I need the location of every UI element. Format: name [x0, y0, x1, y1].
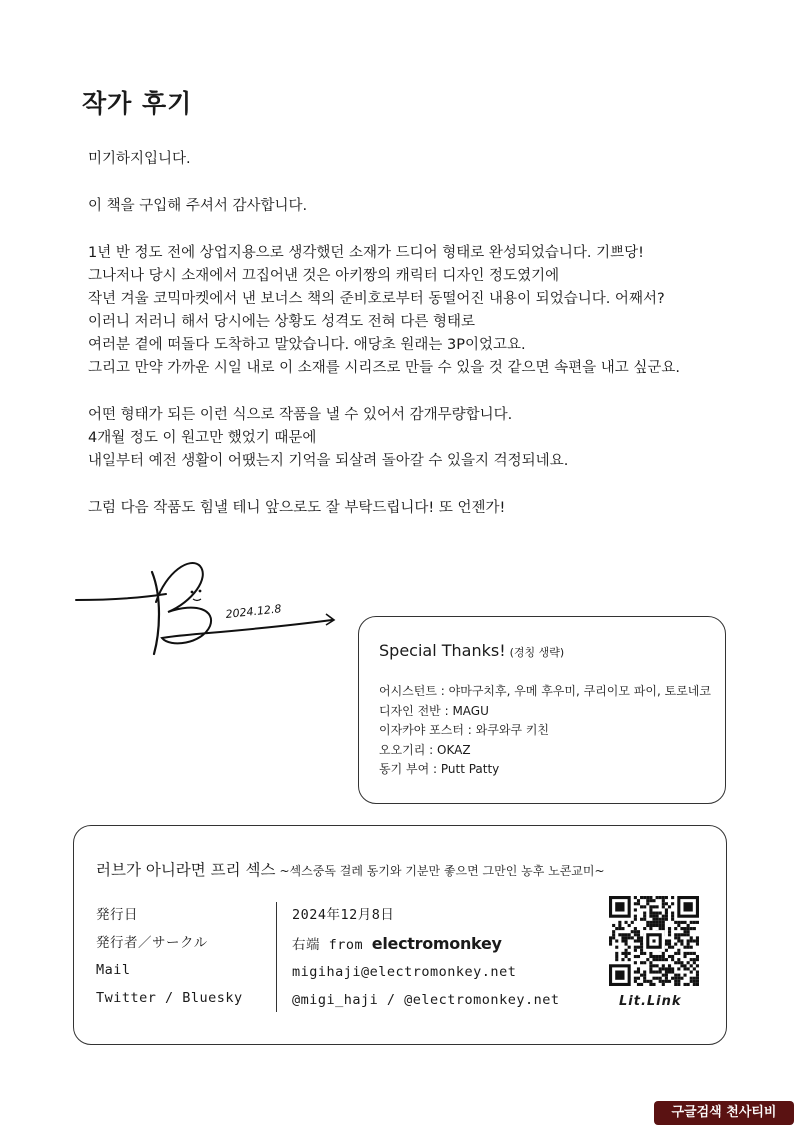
paragraph: [88, 148, 768, 171]
value-social[interactable]: @migi_haji / @electromonkey.net: [292, 991, 560, 1008]
paragraph: [88, 497, 768, 520]
text-line: 미기하지입니다.: [88, 151, 191, 167]
thanks-heading: [379, 641, 725, 660]
text-line: 어떤 형태가 되든 이런 식으로 작품을 낼 수 있어서 감개무량합니다.: [88, 407, 513, 423]
text-line: 여러분 곁에 떠돌다 도착하고 말았습니다. 애당초 원래는 3P이었고요.: [88, 337, 526, 353]
thanks-title: Special Thanks!: [379, 641, 506, 660]
text-line: 작년 겨울 코믹마켓에서 낸 보너스 책의 준비호로부터 동떨어진 내용이 되었습니다. 어째서?: [88, 291, 665, 307]
text-line: 내일부터 예전 생활이 어땠는지 기억을 되살려 돌아갈 수 있을지 걱정되네요.: [88, 453, 569, 469]
watermark-badge: 구글검색 천사티비: [654, 1101, 794, 1125]
text-line: 이러니 저러니 해서 당시에는 상황도 성격도 전혀 다른 형태로: [88, 314, 476, 330]
list-item: 디자인 전반 : MAGU: [379, 703, 489, 718]
paragraph: [88, 242, 768, 380]
colophon-box: [73, 825, 727, 1045]
text-line: 4개월 정도 이 원고만 했었기 때문에: [88, 430, 317, 446]
signature-date: 2024.12.8: [224, 602, 282, 621]
list-item: 오오기리 : OKAZ: [379, 742, 471, 757]
text-line: 그럼 다음 작품도 힘낼 테니 앞으로도 잘 부탁드립니다! 또 언젠가!: [88, 500, 506, 516]
paragraph: [88, 404, 768, 473]
label-date: 発行日: [96, 907, 138, 923]
book-title: [96, 858, 605, 880]
info-values: [292, 902, 559, 1014]
label-social: Twitter / Bluesky: [96, 989, 243, 1006]
info-labels: [96, 902, 277, 1012]
publisher-prefix: 右端 from: [292, 936, 364, 953]
value-mail[interactable]: migihaji@electromonkey.net: [292, 964, 517, 980]
afterword-text: [88, 148, 768, 544]
list-item: 어시스턴트 : 야마구치후, 우메 후우미, 쿠리이모 파이, 토로네코: [379, 684, 711, 698]
text-line: 1년 반 정도 전에 상업지용으로 생각했던 소재가 드디어 형태로 완성되었습니다. 기쁘당!: [88, 245, 644, 261]
text-line: 이 책을 구입해 주셔서 감사합니다.: [88, 198, 308, 214]
list-item: 이자카야 포스터 : 와쿠와쿠 키친: [379, 723, 549, 737]
label-mail: Mail: [96, 962, 131, 978]
special-thanks-box: [358, 616, 726, 804]
publisher-brand-logo: electromonkey: [371, 933, 502, 953]
thanks-list: [379, 682, 725, 780]
paragraph: [88, 195, 768, 218]
book-subtitle: ~섹스중독 걸레 동기와 기분만 좋으면 그만인 농후 노콘교미~: [279, 864, 605, 878]
author-signature: [70, 552, 350, 662]
qr-caption: Lit.Link: [619, 994, 682, 1009]
value-publisher: [292, 930, 559, 960]
label-publisher: 発行者／サークル: [96, 934, 208, 951]
page-title: 작가 후기: [82, 89, 193, 118]
text-line: 그나저나 당시 소재에서 끄집어낸 것은 아키짱의 캐릭터 디자인 정도였기에: [88, 268, 560, 284]
list-item: 동기 부여 : Putt Patty: [379, 762, 500, 776]
value-date: 2024年12月8日: [292, 907, 395, 923]
qr-code-icon[interactable]: [609, 896, 699, 986]
text-line: 그리고 만약 가까운 시일 내로 이 소재를 시리즈로 만들 수 있을 것 같으면 속편을 내고 싶군요.: [88, 360, 681, 376]
book-title-main: 러브가 아니라면 프리 섹스: [96, 861, 276, 879]
thanks-note: (경칭 생략): [509, 646, 565, 659]
